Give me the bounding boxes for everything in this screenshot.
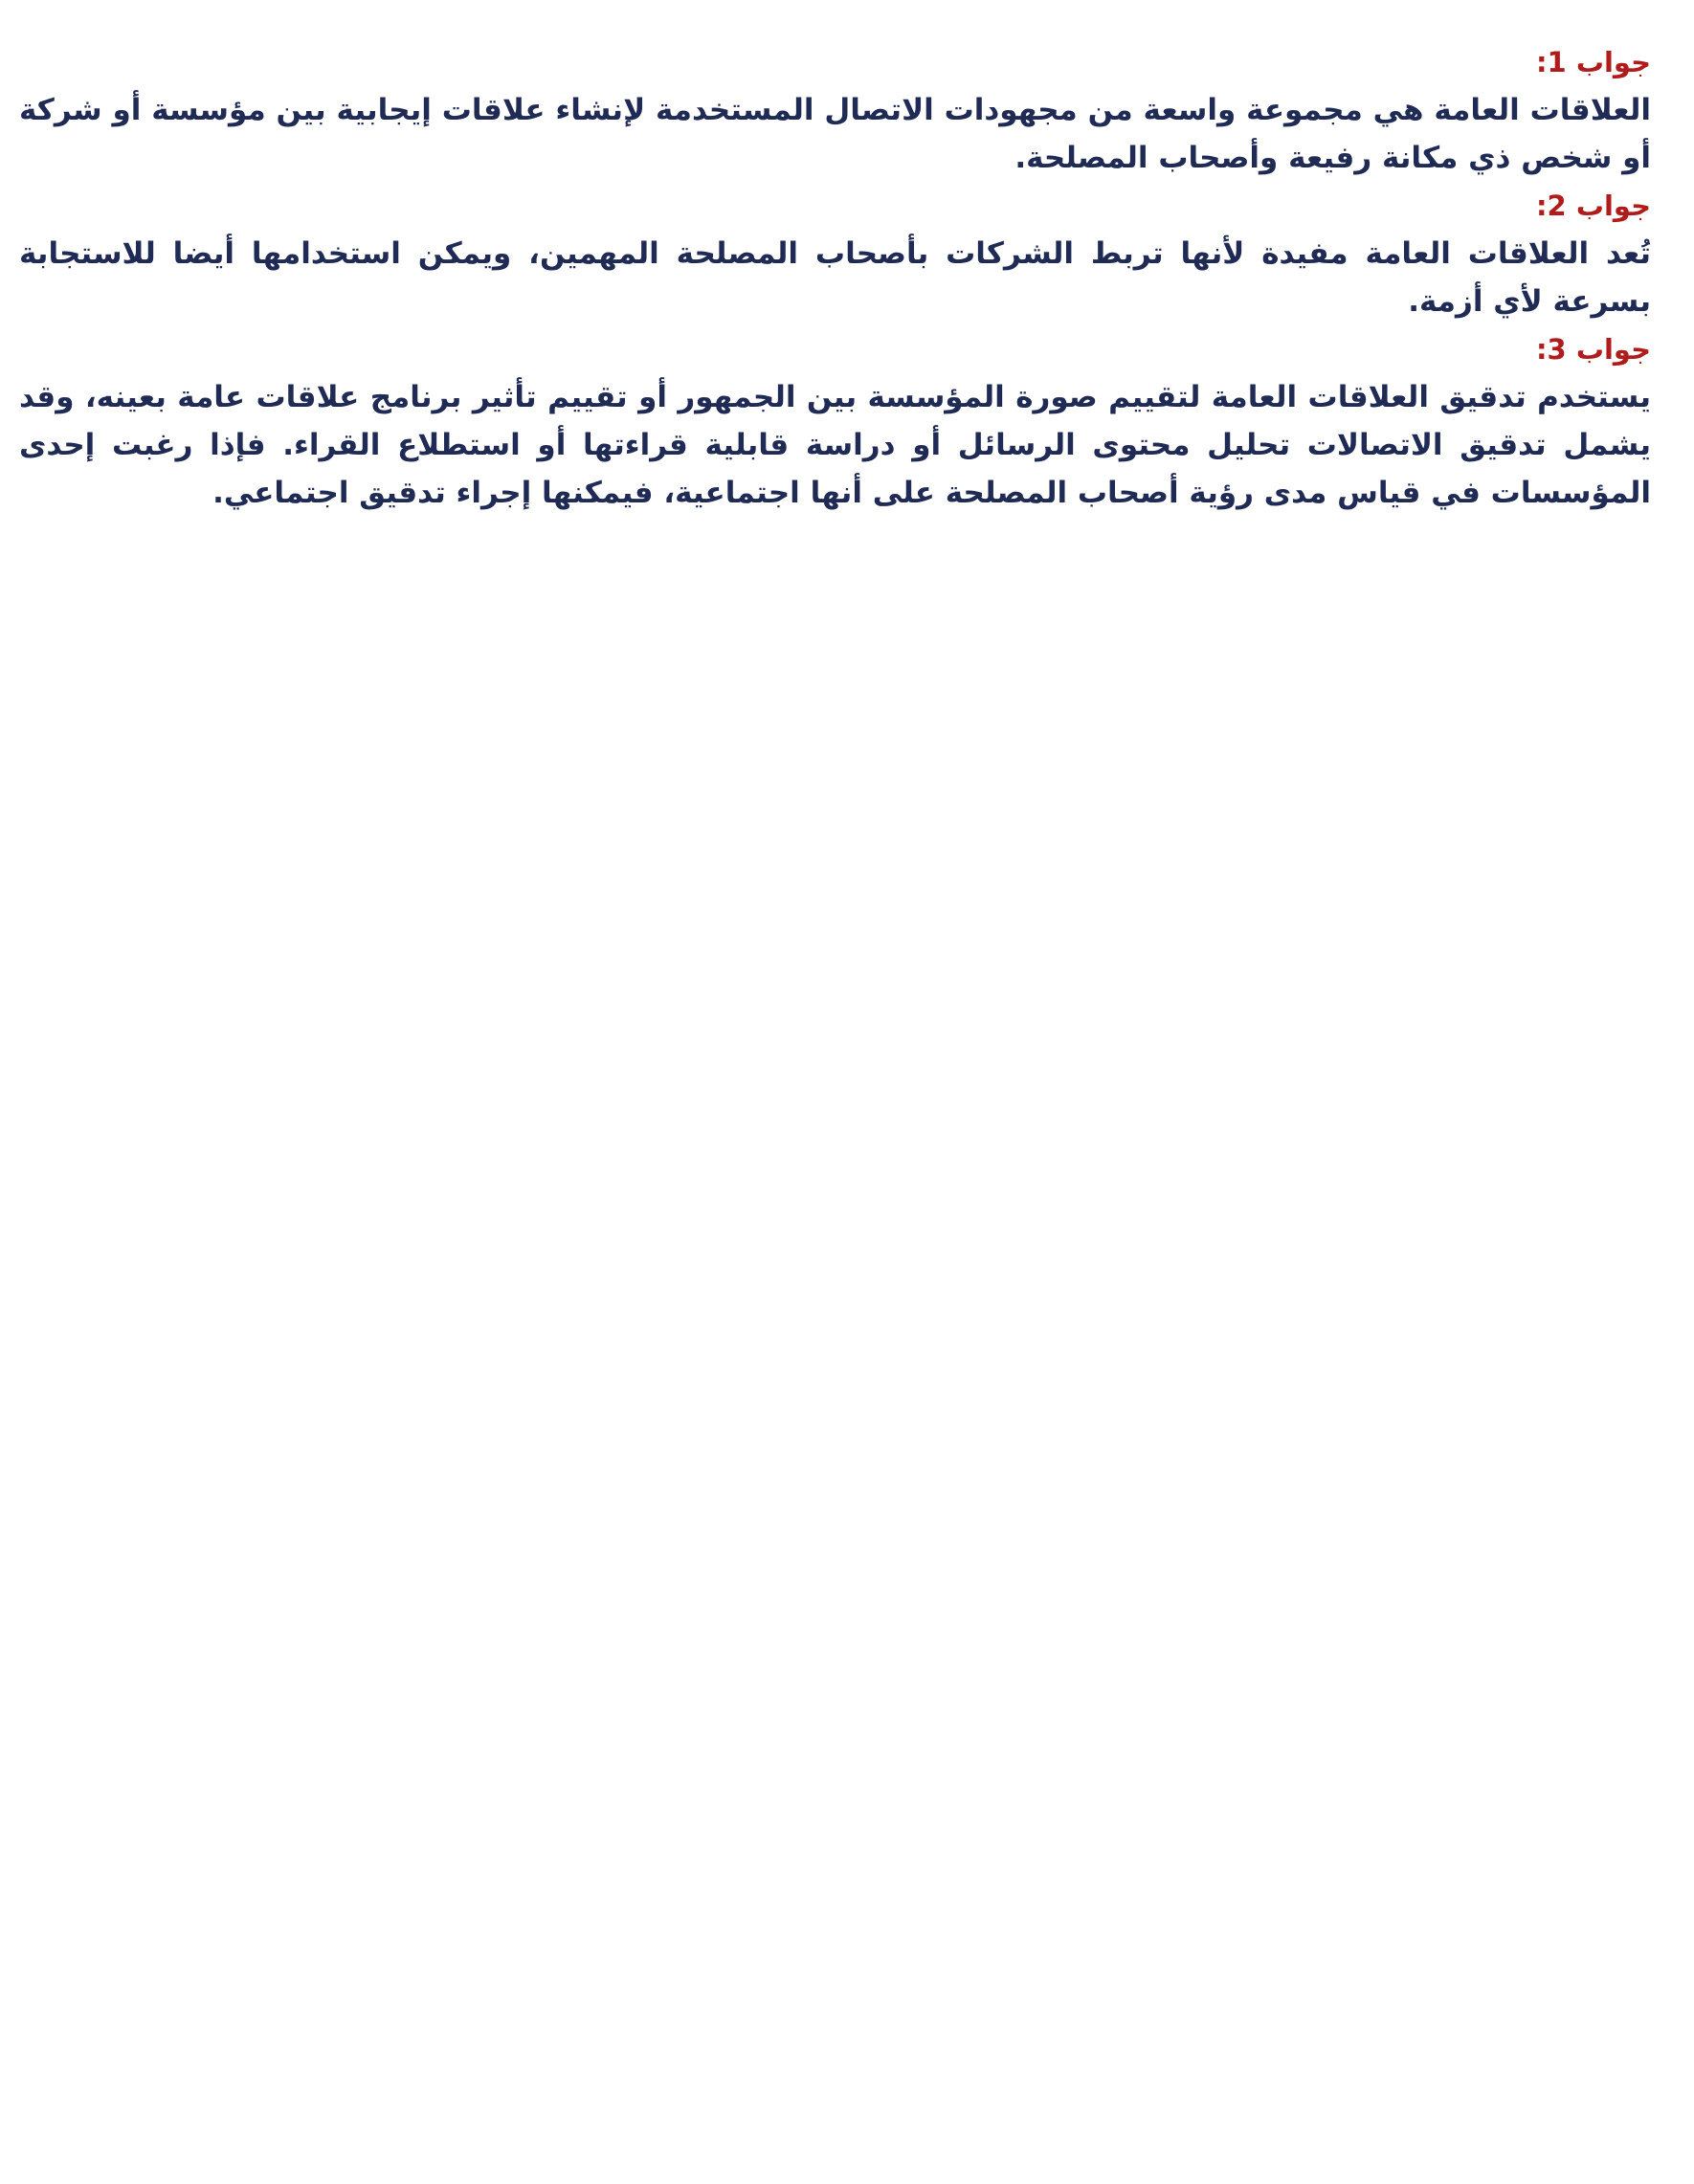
answers-document bbox=[19, 38, 1651, 517]
answer-3-heading: جواب 3: bbox=[1535, 333, 1651, 366]
answer-2 bbox=[19, 182, 1651, 325]
answer-2-body: تُعد العلاقات العامة مفيدة لأنها تربط الشركات بأصحاب المصلحة المهمين، ويمكن استخدامها أيضا للاستجابة بسرعة لأي أزمة. bbox=[19, 236, 1651, 319]
answer-1-body: العلاقات العامة هي مجموعة واسعة من مجهودات الاتصال المستخدمة لإنشاء علاقات إيجابية بين مؤسسة أو شركة أو شخص ذي مكانة رفيعة وأصحاب المصلحة. bbox=[19, 93, 1651, 175]
answer-1-heading: جواب 1: bbox=[1535, 46, 1651, 78]
answer-3 bbox=[19, 325, 1651, 517]
answer-1 bbox=[19, 38, 1651, 182]
answer-3-body: يستخدم تدقيق العلاقات العامة لتقييم صورة المؤسسة بين الجمهور أو تقييم تأثير برنامج علاقات عامة بعينه، وقد يشمل تدقيق الاتصالات تحليل محتوى الرسائل أو دراسة قابلية قراءتها أو استطلاع القراء. فإذا رغبت إحدى المؤسسات في قياس مدى رؤية أصحاب المصلحة على أنها اجتماعية، فيمكنها إجراء تدقيق اجتماعي. bbox=[19, 380, 1651, 510]
answer-2-heading: جواب 2: bbox=[1535, 189, 1651, 222]
